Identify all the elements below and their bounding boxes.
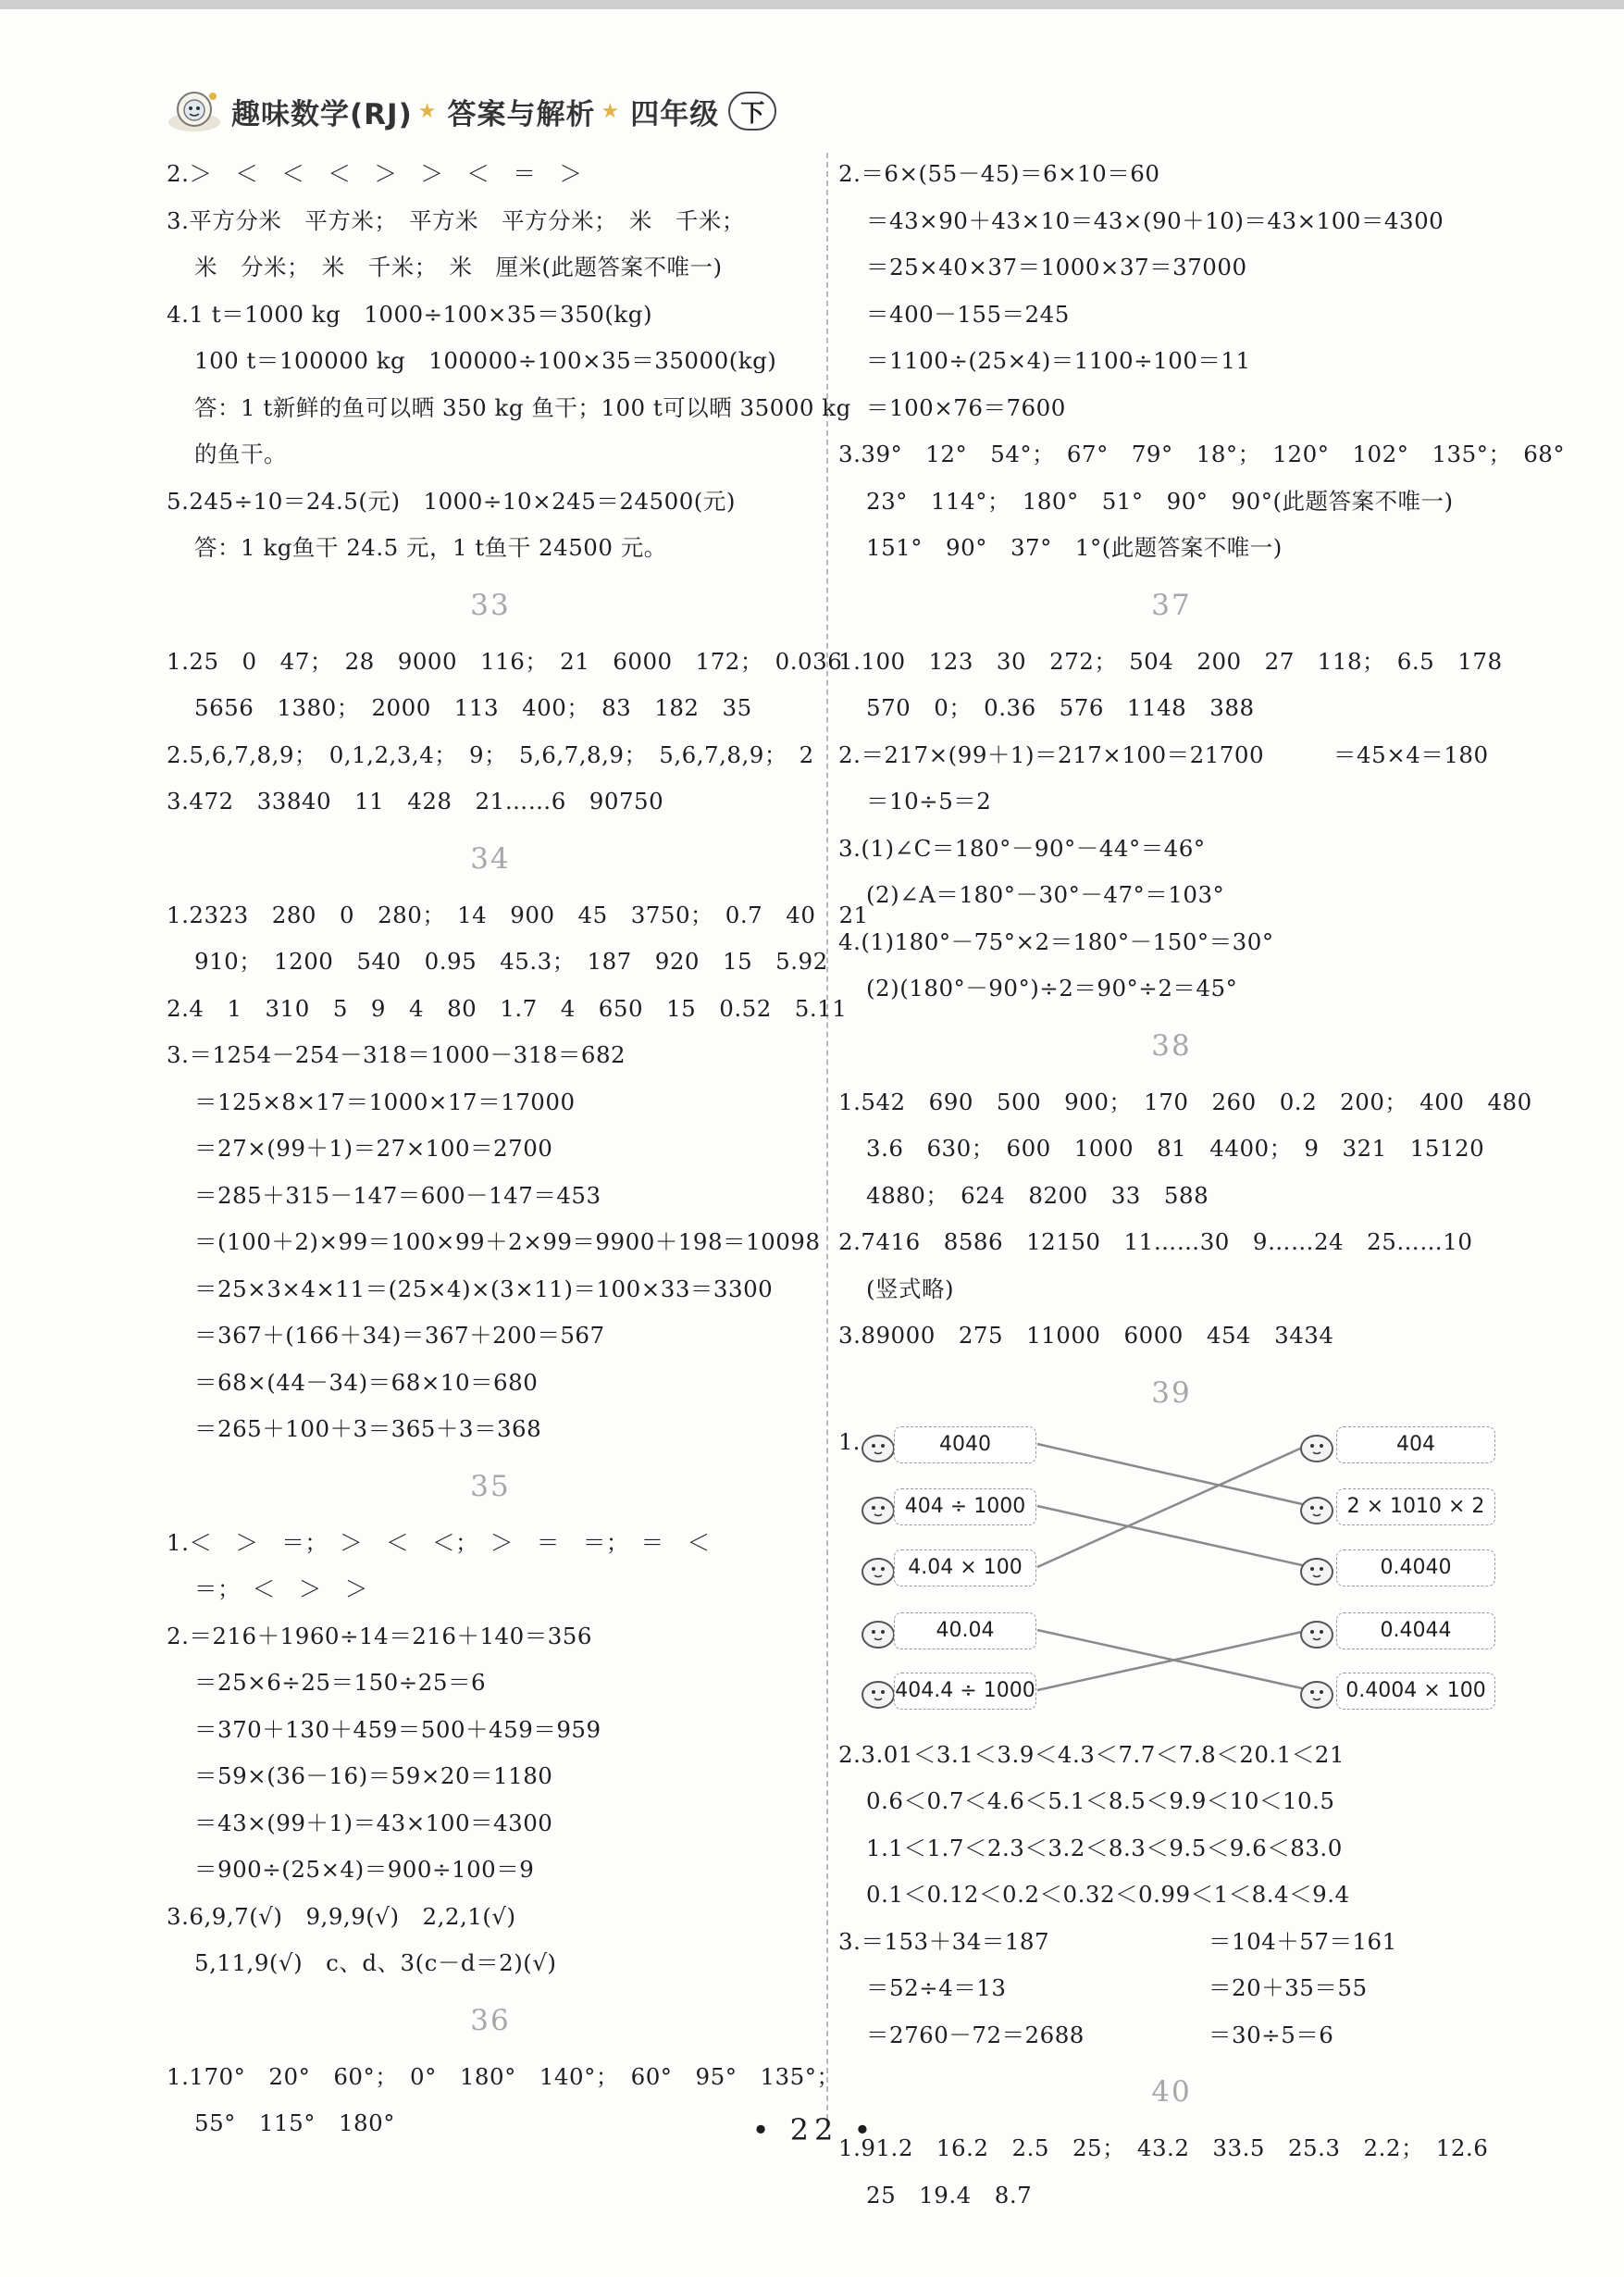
answer-row [838,2012,1505,2059]
seal-icon [859,1549,898,1588]
answer-line: ＝100×76＝7600 [866,393,1066,421]
answer-line: 3.＝1254－254－318＝1000－318＝682 [167,1041,626,1068]
answer-line: 1.25 0 47； 28 9000 116； 21 6000 172； 0.036 [167,647,843,675]
answer-line: 答：1 t新鲜的鱼可以晒 350 kg 鱼干；100 t可以晒 35000 kg [194,393,851,421]
seal-icon [1297,1549,1336,1588]
answer-line: 4880； 624 8200 33 588 [866,1181,1209,1209]
answer-line: 答：1 kg鱼干 24.5 元，1 t鱼干 24500 元。 [194,534,667,561]
star-separator-icon: ★ [417,99,437,123]
section-number-35: 35 [470,1469,511,1503]
answer-line: 151° 90° 37° 1°(此题答案不唯一) [866,534,1283,561]
scan-edge [0,0,1624,9]
right-expression-box: 0.4040 [1336,1549,1495,1586]
answer-line: ＝68×(44－34)＝68×10＝680 [194,1368,539,1396]
answer-line: 910； 1200 540 0.95 45.3； 187 920 15 5.92 [194,948,828,975]
left-column [167,151,869,2147]
seal-icon [859,1673,898,1711]
answer-line: 的鱼干。 [194,441,287,467]
section-number-37: 37 [1151,588,1192,622]
seal-icon [1297,1488,1336,1527]
right-column [838,151,1566,2219]
answer-line: 3.6 630； 600 1000 81 4400； 9 321 15120 [866,1135,1485,1162]
section-number-36: 36 [470,2003,511,2037]
answer-line: ＝400－155＝245 [866,300,1070,328]
grade-label: 四年级 [630,97,720,131]
answer-line: 3.(1)∠C＝180°－90°－44°＝46° [838,834,1206,862]
seal-icon [1297,1612,1336,1651]
answer-line: 5.245÷10＝24.5(元) 1000÷10×245＝24500(元) [167,487,736,515]
right-expression-box: 2 × 1010 × 2 [1336,1488,1495,1525]
answer-line: 2.＝216＋1960÷14＝216＋140＝356 [167,1622,592,1649]
answer-line: 25 19.4 8.7 [866,2181,1033,2209]
answer-line: (2)∠A＝180°－30°－47°＝103° [866,881,1225,908]
answer-line: 3.平方分米 平方米； 平方米 平方分米； 米 千米； [167,206,745,234]
left-expression-box: 4040 [894,1426,1036,1463]
seal-icon [859,1488,898,1527]
answer-line: ＝25×6÷25＝150÷25＝6 [194,1669,487,1696]
answer-line: 3.472 33840 11 428 21……6 90750 [167,788,664,815]
answer-line: ＝265＋100＋3＝365＋3＝368 [194,1415,542,1442]
column-divider [826,153,828,2129]
answer-cell: ＝20＋35＝55 [1209,1974,1368,2001]
answer-line: ＝25×40×37＝1000×37＝37000 [866,254,1247,280]
section-number-33: 33 [470,588,511,622]
match-line [1037,1444,1310,1567]
answer-line: (2)(180°－90°)÷2＝90°÷2＝45° [866,975,1238,1002]
answer-line: 4.1 t＝1000 kg 1000÷100×35＝350(kg) [167,300,653,328]
answer-line: 1.2323 280 0 280； 14 900 45 3750； 0.7 40 21 [167,901,869,928]
answer-line: 5656 1380； 2000 113 400； 83 182 35 [194,694,752,721]
answer-line: ＝285＋315－147＝600－147＝453 [194,1181,601,1209]
answer-line: ＝367＋(166＋34)＝367＋200＝567 [194,1322,605,1349]
left-expression-box: 40.04 [894,1612,1036,1649]
answer-line: 1.＜ ＞ ＝； ＞ ＜ ＜； ＞ ＝ ＝； ＝ ＜ [167,1528,711,1556]
answer-line: ＝10÷5＝2 [866,788,992,815]
answer-line: 570 0； 0.36 576 1148 388 [866,694,1255,721]
answer-line: ＝43×90＋43×10＝43×(90＋10)＝43×100＝4300 [866,206,1444,234]
answer-line: ＝900÷(25×4)＝900÷100＝9 [194,1856,535,1883]
answer-line: ＝43×(99＋1)＝43×100＝4300 [194,1809,553,1836]
right-expression-box: 0.4004 × 100 [1336,1673,1495,1710]
answer-line: 4.(1)180°－75°×2＝180°－150°＝30° [838,927,1274,955]
answer-line: 1.170° 20° 60°； 0° 180° 140°； 60° 95° 135°； [167,2062,840,2090]
answer-line: ＝59×(36－16)＝59×20＝1180 [194,1762,553,1789]
answer-line: 100 t＝100000 kg 100000÷100×35＝35000(kg) [194,347,777,374]
answer-line: (竖式略) [866,1275,955,1302]
seal-icon [1297,1673,1336,1711]
answer-line: 2.7416 8586 12150 11……30 9……24 25……10 [838,1228,1473,1255]
page-header [167,85,776,137]
right-expression-box: 404 [1336,1426,1495,1463]
section-number-40: 40 [1151,2075,1192,2109]
answer-row [838,1919,1505,1966]
answer-line: ＝25×3×4×11＝(25×4)×(3×11)＝100×33＝3300 [194,1275,774,1302]
star-separator-icon: ★ [601,99,620,123]
answer-line: 2.4 1 310 5 9 4 80 1.7 4 650 15 0.52 5.11 [167,994,848,1022]
answer-line: 1.100 123 30 272； 504 200 27 118； 6.5 178 [838,647,1503,675]
answer-line: ＝27×(99＋1)＝27×100＝2700 [194,1135,553,1162]
volume-badge: 下 [728,92,776,131]
match-line [1037,1444,1310,1506]
answer-line: 1.91.2 16.2 2.5 25； 43.2 33.5 25.3 2.2； 12.6 [838,2134,1489,2161]
matching-exercise [838,1426,1505,1732]
answer-line: ＝125×8×17＝1000×17＝17000 [194,1088,576,1115]
right-expression-box: 0.4044 [1336,1612,1495,1649]
answer-line: 2.＝6×(55－45)＝6×10＝60 [838,160,1160,187]
page-number: • 22 • [751,2112,877,2147]
answer-line: 2.5,6,7,8,9； 0,1,2,3,4； 9； 5,6,7,8,9； 5,6,7,8,9； 2 [167,740,814,768]
answer-line: 3.89000 275 11000 6000 454 3434 [838,1322,1334,1349]
seal-icon [859,1612,898,1651]
left-expression-box: 4.04 × 100 [894,1549,1036,1586]
answer-line: 0.1＜0.12＜0.2＜0.32＜0.99＜1＜8.4＜9.4 [866,1881,1350,1908]
left-expression-box: 404 ÷ 1000 [894,1488,1036,1525]
left-expression-box: 404.4 ÷ 1000 [894,1673,1036,1710]
answer-line: 3.6,9,7(√) 9,9,9(√) 2,2,1(√) [167,1902,516,1930]
answer-row [838,1965,1505,2012]
seal-icon [1297,1426,1336,1465]
book-title: 趣味数学(RJ) [231,97,413,131]
answer-line: 2.＝217×(99＋1)＝217×100＝21700 ＝45×4＝180 [838,740,1489,768]
question-number: 1. [838,1427,861,1455]
section-number-38: 38 [1151,1028,1192,1063]
match-line [1037,1506,1310,1567]
section-number-34: 34 [470,841,511,876]
book-subtitle: 答案与解析 [447,97,596,131]
answer-line: 2.＞ ＜ ＜ ＜ ＞ ＞ ＜ ＝ ＞ [167,160,583,187]
answer-line: ＝； ＜ ＞ ＞ [194,1575,368,1602]
seal-icon [859,1426,898,1465]
answer-line: 0.6＜0.7＜4.6＜5.1＜8.5＜9.9＜10＜10.5 [866,1787,1335,1814]
answer-cell: ＝52÷4＝13 [866,1974,1007,2001]
answer-cell: 3.＝153＋34＝187 [838,1927,1050,1955]
answer-cell: ＝30÷5＝6 [1209,2021,1334,2048]
answer-cell: ＝104＋57＝161 [1209,1927,1397,1955]
section-number-39: 39 [1151,1375,1192,1410]
answer-line: 3.39° 12° 54°； 67° 79° 18°； 120° 102° 135°； 68° [838,441,1566,467]
answer-line: 55° 115° 180° [194,2109,395,2136]
answer-line: 1.1＜1.7＜2.3＜3.2＜8.3＜9.5＜9.6＜83.0 [866,1834,1343,1861]
answer-line: 23° 114°； 180° 51° 90° 90°(此题答案不唯一) [866,487,1454,515]
answer-line: ＝370＋130＋459＝500＋459＝959 [194,1715,601,1743]
answer-line: ＝1100÷(25×4)＝1100÷100＝11 [866,347,1251,374]
answer-cell: ＝2760－72＝2688 [866,2021,1085,2048]
answer-line: 2.3.01＜3.1＜3.9＜4.3＜7.7＜7.8＜20.1＜21 [838,1740,1345,1768]
answer-line: 1.542 690 500 900； 170 260 0.2 200； 400 480 [838,1088,1532,1115]
answer-line: 米 分米； 米 千米； 米 厘米(此题答案不唯一) [194,254,723,280]
answer-line: 5,11,9(√) c、d、3(c－d＝2)(√) [194,1949,557,1976]
answer-line: ＝(100＋2)×99＝100×99＋2×99＝9900＋198＝10098 [194,1228,821,1255]
astronaut-mascot-icon [167,85,226,137]
